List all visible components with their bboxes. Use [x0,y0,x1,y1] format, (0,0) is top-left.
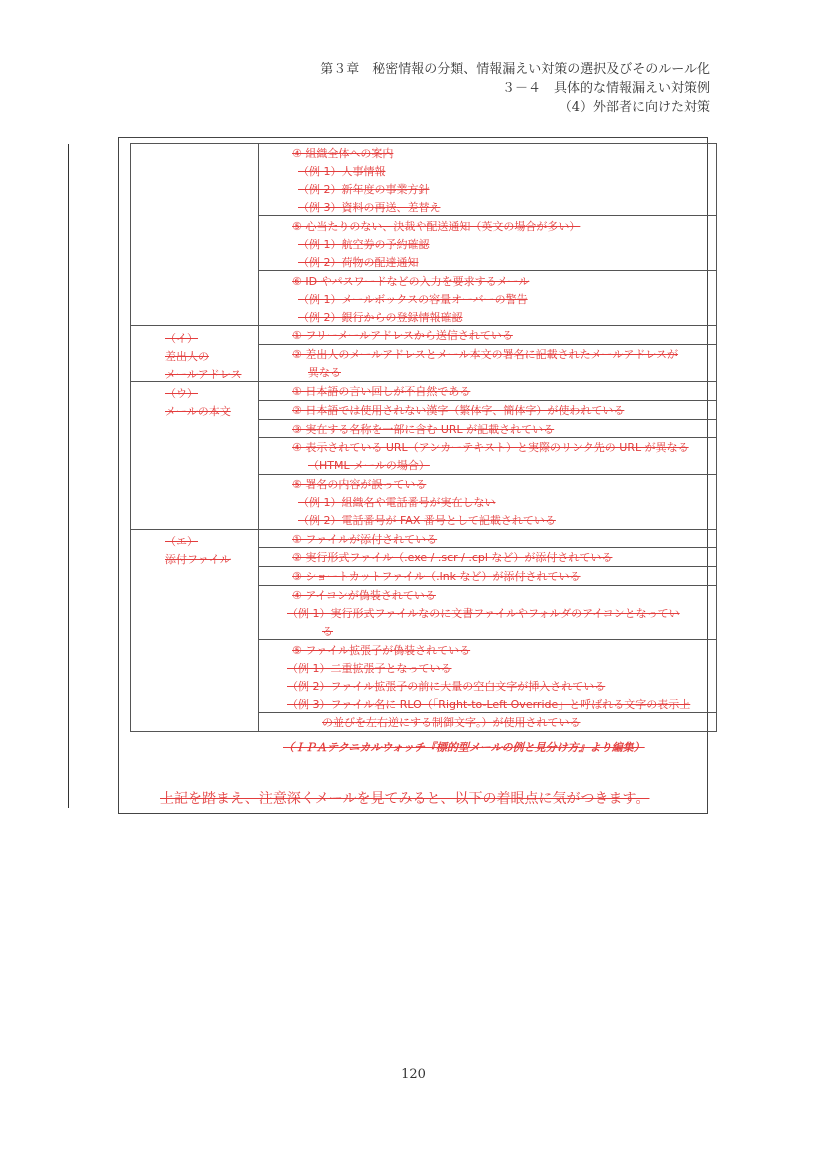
example-text: （例 1）二重拡張子となっている [287,662,452,675]
label-attachment-title: 添付ファイル [165,553,231,566]
example-text: （例 1）組織名や電話番号が実在しない [298,496,496,509]
indicator-text: ② 実行形式ファイル（.exe / .scr / .cpl など）が添付されている [292,551,613,564]
source-citation: （ＩＰＡテクニカルウォッチ『標的型メールの例と見分け方』より編集） [283,741,645,754]
example-text: （例 1）人事情報 [298,165,386,178]
indicator-text: ④ 組織全体への案内 [292,147,394,160]
indicator-text-continued: 異なる [308,366,341,379]
example-text: （例 3）資料の再送、差替え [298,201,441,214]
indicator-text: ① ファイルが添付されている [292,533,438,546]
label-attachment-index: （エ） [165,535,198,548]
column-divider-right [716,143,717,712]
section-heading: ３－４ 具体的な情報漏えい対策例 [501,81,710,96]
label-sender-index: （イ） [165,332,198,345]
indicator-text: ④ 表示されている URL（アンカーテキスト）と実際のリンク先の URL が異なる [292,441,689,454]
chapter-heading: 第３章 秘密情報の分類、情報漏えい対策の選択及びそのルール化 [320,62,710,77]
label-sender-title: 差出人の [165,350,209,363]
indicator-text: ③ 実在する名称を一部に含む URL が記載されている [292,423,555,436]
indicator-text: ② 差出人のメールアドレスとメール本文の署名に記載されたメールアドレスが [292,348,679,361]
indicator-text: ① フリーメールアドレスから送信されている [292,329,513,342]
indicator-text: ⑥ ID やパスワードなどの入力を要求するメール [292,275,530,288]
page-number: 120 [401,1067,426,1082]
indicator-text: ⑤ ファイル拡張子が偽装されている [292,644,471,657]
indicator-text: ② 日本語では使用されない漢字（繁体字、簡体字）が使われている [292,404,625,417]
indicator-text: ③ ショートカットファイル（.lnk など）が添付されている [292,570,581,583]
example-text-continued: る [322,625,333,638]
indicator-text: ⑤ 署名の内容が誤っている [292,478,427,491]
example-text: （例 1）実行形式ファイルなのに文書ファイルやフォルダのアイコンとなってい [287,607,680,620]
example-text: （例 2）新年度の事業方針 [298,183,430,196]
label-body-title: メールの本文 [165,405,231,418]
example-text: （例 2）ファイル拡張子の前に大量の空白文字が挿入されている [287,680,606,693]
example-text: （例 1）航空券の予約確認 [298,238,430,251]
indicator-text: ⑤ 心当たりのない、決裁や配送通知（英文の場合が多い） [292,220,581,233]
change-bar [68,144,69,808]
label-body-index: （ウ） [165,387,198,400]
example-text: （例 2）銀行からの登録情報確認 [298,311,463,324]
indicator-text: ④ アイコンが偽装されている [292,589,436,602]
email-indicators-table [130,143,717,732]
label-sender-address: メールアドレス [165,368,242,381]
subsection-heading: （4）外部者に向けた対策 [558,100,710,115]
example-text: （例 2）電話番号が FAX 番号として記載されている [298,514,556,527]
indicator-text-continued: （HTML メールの場合） [308,459,430,472]
example-text: （例 3）ファイル名に RLO（「Right-to-Left Override」と呼ばれる文字の表示上 [287,698,691,711]
example-text: （例 2）荷物の配達通知 [298,256,419,269]
example-text: （例 1）メールボックスの容量オーバーの警告 [298,293,528,306]
indicator-text: ① 日本語の言い回しが不自然である [292,385,471,398]
conclusion-text: 上記を踏まえ、注意深くメールを見てみると、以下の着眼点に気がつきます。 [160,791,650,807]
example-text-continued: の並びを左右逆にする制御文字。）が使用されている [322,716,581,729]
